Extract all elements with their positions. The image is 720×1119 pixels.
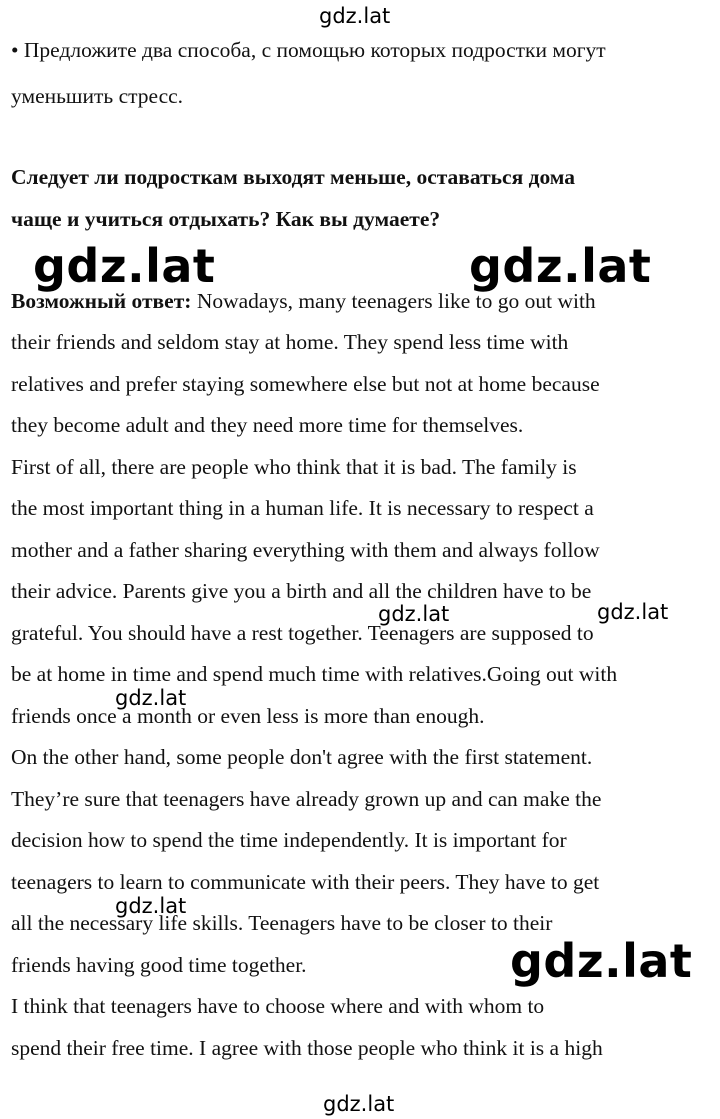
answer-line: friends once a month or even less is more than enough. (11, 704, 485, 728)
answer-line: all the necessary life skills. Teenagers have to be closer to their (11, 911, 553, 935)
answer-line: be at home in time and spend much time with relatives.Going out with (11, 662, 618, 686)
answer-label: Возможный ответ: (11, 289, 192, 313)
answer-line: teenagers to learn to communicate with their peers. They have to get (11, 870, 600, 894)
answer-line: they become adult and they need more time for themselves. (11, 413, 524, 437)
answer-line: friends having good time together. (11, 953, 307, 977)
answer-line: their advice. Parents give you a birth and all the children have to be (11, 579, 592, 603)
question-line-1: Следует ли подросткам выходят меньше, оставаться дома (11, 165, 576, 189)
watermark-top: gdz.lat (319, 4, 391, 28)
task-line-1: • Предложите два способа, с помощью которых подростки могут (11, 38, 606, 62)
answer-line: spend their free time. I agree with those people who think it is a high (11, 1036, 603, 1060)
answer-line: I think that teenagers have to choose where and with whom to (11, 994, 545, 1018)
answer-line: On the other hand, some people don't agree with the first statement. (11, 745, 593, 769)
answer-line: First of all, there are people who think that it is bad. The family is (11, 455, 577, 479)
watermark-mid-right: gdz.lat (597, 600, 669, 624)
answer-line: decision how to spend the time independently. It is important for (11, 828, 567, 852)
task-line-2: уменьшить стресс. (11, 84, 184, 108)
answer-first-line-text: Nowadays, many teenagers like to go out with (191, 289, 596, 313)
answer-line: the most important thing in a human life. It is necessary to respect a (11, 496, 594, 520)
watermark-lower-left: gdz.lat (115, 894, 187, 918)
watermark-big-lower-right: gdz.lat (510, 934, 693, 988)
answer-line: mother and a father sharing everything with them and always follow (11, 538, 600, 562)
watermark-big-right: gdz.lat (469, 239, 652, 293)
answer-line: their friends and seldom stay at home. They spend less time with (11, 330, 569, 354)
answer-line: grateful. You should have a rest together. Teenagers are supposed to (11, 621, 594, 645)
watermark-big-left: gdz.lat (33, 239, 216, 293)
watermark-bottom: gdz.lat (323, 1092, 395, 1116)
watermark-mid-left: gdz.lat (115, 686, 187, 710)
answer-line: relatives and prefer staying somewhere else but not at home because (11, 372, 600, 396)
watermark-mid-center: gdz.lat (378, 602, 450, 626)
answer-line: They’re sure that teenagers have already grown up and can make the (11, 787, 602, 811)
answer-first-line (11, 288, 596, 314)
question-line-2: чаще и учиться отдыхать? Как вы думаете? (11, 207, 441, 231)
